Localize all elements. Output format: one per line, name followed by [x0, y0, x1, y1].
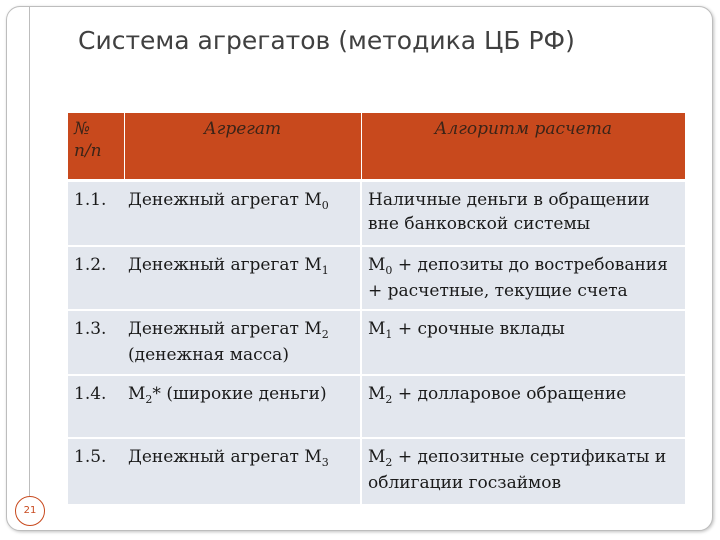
- algorithm-symbol: М: [368, 447, 386, 467]
- algorithm-rest: + долларовое обращение: [392, 384, 627, 404]
- algorithm-line1: [368, 253, 679, 279]
- aggregate-text: М: [128, 384, 146, 404]
- row-algorithm: [361, 375, 685, 438]
- header-num-line2: п/п: [74, 141, 102, 161]
- row-aggregate: [124, 181, 361, 247]
- algorithm-line1: [368, 445, 679, 471]
- algorithm-rest: + депозиты до востребования: [392, 255, 668, 275]
- row-algorithm: [361, 181, 685, 247]
- aggregate-text: Денежный агрегат М: [128, 255, 322, 275]
- aggregate-subscript: 2: [321, 328, 329, 341]
- aggregate-text: Денежный агрегат М: [128, 190, 322, 210]
- slide-title: Система агрегатов (методика ЦБ РФ): [78, 26, 575, 55]
- page-number-badge: 21: [15, 496, 45, 526]
- row-aggregate: [124, 375, 361, 438]
- algorithm-rest: + срочные вклады: [392, 319, 565, 339]
- row-number: 1.4.: [68, 375, 124, 438]
- algorithm-line2: облигации госзаймов: [368, 473, 562, 493]
- slide-side-line: [29, 6, 30, 496]
- algorithm-line2: + расчетные, текущие счета: [368, 281, 628, 301]
- row-number: 1.1.: [68, 181, 124, 247]
- algorithm-line2: вне банковской системы: [368, 214, 591, 234]
- table-row: [68, 246, 685, 310]
- algorithm-subscript: 2: [385, 456, 393, 469]
- row-aggregate: [124, 438, 361, 504]
- header-num-line1: №: [74, 119, 91, 139]
- row-algorithm: [361, 246, 685, 310]
- row-number: 1.2.: [68, 246, 124, 310]
- algorithm-subscript: 1: [385, 328, 393, 341]
- table-row: [68, 310, 685, 375]
- row-number: 1.3.: [68, 310, 124, 375]
- algorithm-line1: [368, 382, 679, 408]
- row-algorithm: [361, 438, 685, 504]
- algorithm-symbol: М: [368, 384, 386, 404]
- table-row: [68, 181, 685, 247]
- row-number: 1.5.: [68, 438, 124, 504]
- header-aggregate: Агрегат: [124, 113, 361, 181]
- aggregate-note: (денежная масса): [128, 345, 289, 365]
- aggregate-subscript: 1: [321, 264, 329, 277]
- algorithm-symbol: М: [368, 319, 386, 339]
- aggregates-table: [68, 113, 685, 504]
- algorithm-subscript: 0: [385, 264, 393, 277]
- header-num: [68, 113, 124, 181]
- aggregate-text: Денежный агрегат М: [128, 319, 322, 339]
- algorithm-rest: + депозитные сертификаты и: [392, 447, 667, 467]
- algorithm-line1: Наличные деньги в обращении: [368, 190, 650, 210]
- algorithm-subscript: 2: [385, 393, 393, 406]
- table-row: [68, 438, 685, 504]
- aggregate-subscript: 3: [321, 456, 329, 469]
- aggregate-subscript: 0: [321, 199, 329, 212]
- header-algorithm: Алгоритм расчета: [361, 113, 685, 181]
- aggregate-text: Денежный агрегат М: [128, 447, 322, 467]
- table-header-row: [68, 113, 685, 181]
- row-aggregate: [124, 310, 361, 375]
- row-aggregate: [124, 246, 361, 310]
- row-algorithm: [361, 310, 685, 375]
- algorithm-symbol: М: [368, 255, 386, 275]
- table-row: [68, 375, 685, 438]
- aggregate-subscript: 2: [145, 393, 153, 406]
- algorithm-line1: [368, 317, 679, 343]
- aggregate-suffix: * (широкие деньги): [152, 384, 327, 404]
